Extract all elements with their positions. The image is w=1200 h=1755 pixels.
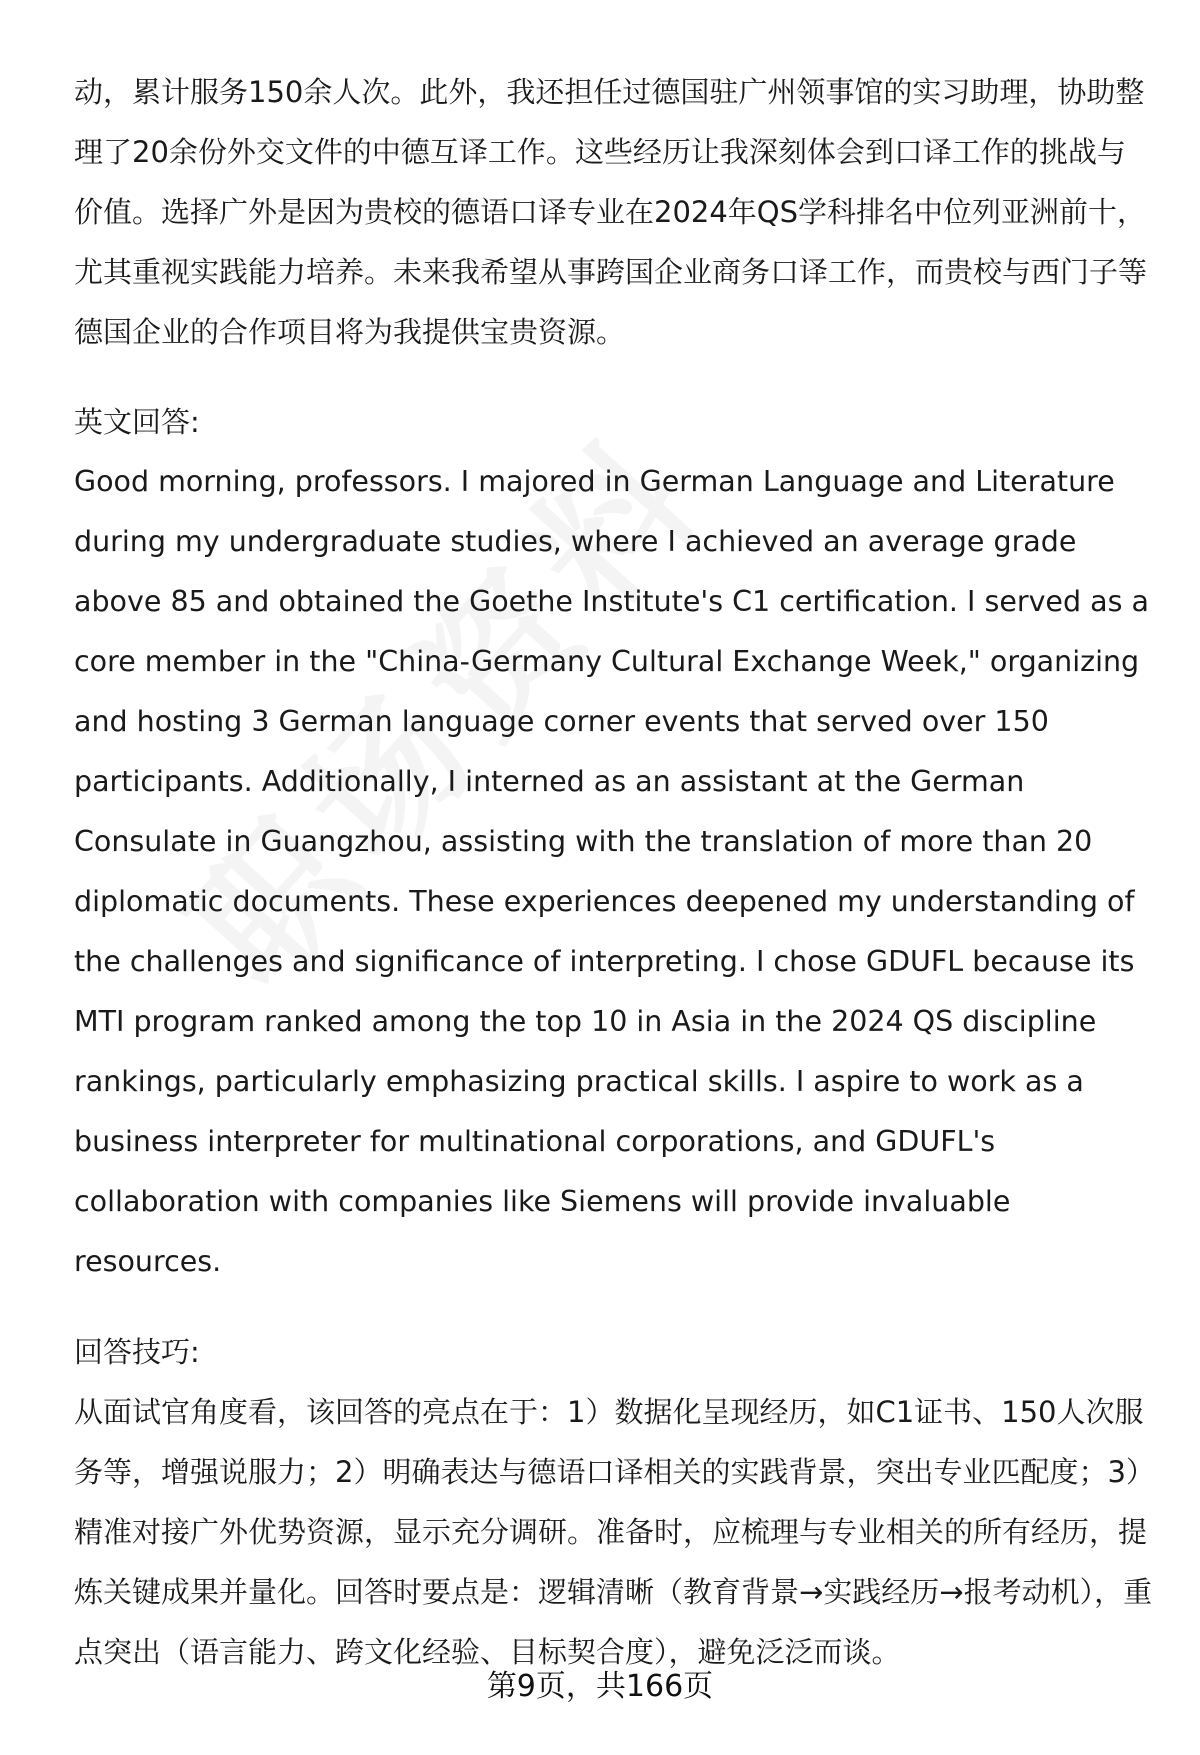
tips-text: 从面试官角度看，该回答的亮点在于：1）数据化呈现经历，如C1证书、150人次服务等，增强说服力；2）明确表达与德语口译相关的实践背景，突出专业匹配度；3）精准对接广外优势资源，显示充分调研。准备时，应梳理与专业相关的所有经历，提炼关键成果并量化。回答时要点是：逻辑清晰（教育背景→实践经历→报考动机），重点突出（语言能力、跨文化经验、目标契合度），避免泛泛而谈。 (74, 1395, 1153, 1669)
paragraph-gap (74, 1292, 1154, 1322)
page-indicator: 第9页，共166页 (486, 1669, 714, 1704)
document-page (74, 62, 1154, 1682)
chinese-answer-continued: 动，累计服务150余人次。此外，我还担任过德国驻广州领事馆的实习助理，协助整理了20余份外交文件的中德互译工作。这些经历让我深刻体会到口译工作的挑战与价值。选择广外是因为贵校的德语口译专业在2024年QS学科排名中位列亚洲前十，尤其重视实践能力培养。未来我希望从事跨国企业商务口译工作，而贵校与西门子等德国企业的合作项目将为我提供宝贵资源。 (74, 75, 1148, 349)
tips-label: 回答技巧: (74, 1335, 200, 1369)
english-answer: Good morning, professors. I majored in German Language and Literature during my undergraduate studies, where I achieved an average grade above 85 and obtained the Goethe Institute's C1 certification. I served as a core member in the "China-Germany Cultural Exchange Week," organizing and hosting 3 German language corner events that served over 150 participants. Additionally, I interned as an assistant at the German Consulate in Guangzhou, assisting with the translation of more than 20 diplomatic documents. These experiences deepened my understanding of the challenges and significance of interpreting. I chose GDUFL because its MTI program ranked among the top 10 in Asia in the 2024 QS discipline rankings, particularly emphasizing practical skills. I aspire to work as a business interpreter for multinational corporations, and GDUFL's collaboration with companies like Siemens will provide invaluable resources. (74, 465, 1149, 1278)
paragraph-gap (74, 362, 1154, 392)
english-answer-label: 英文回答: (74, 405, 200, 439)
